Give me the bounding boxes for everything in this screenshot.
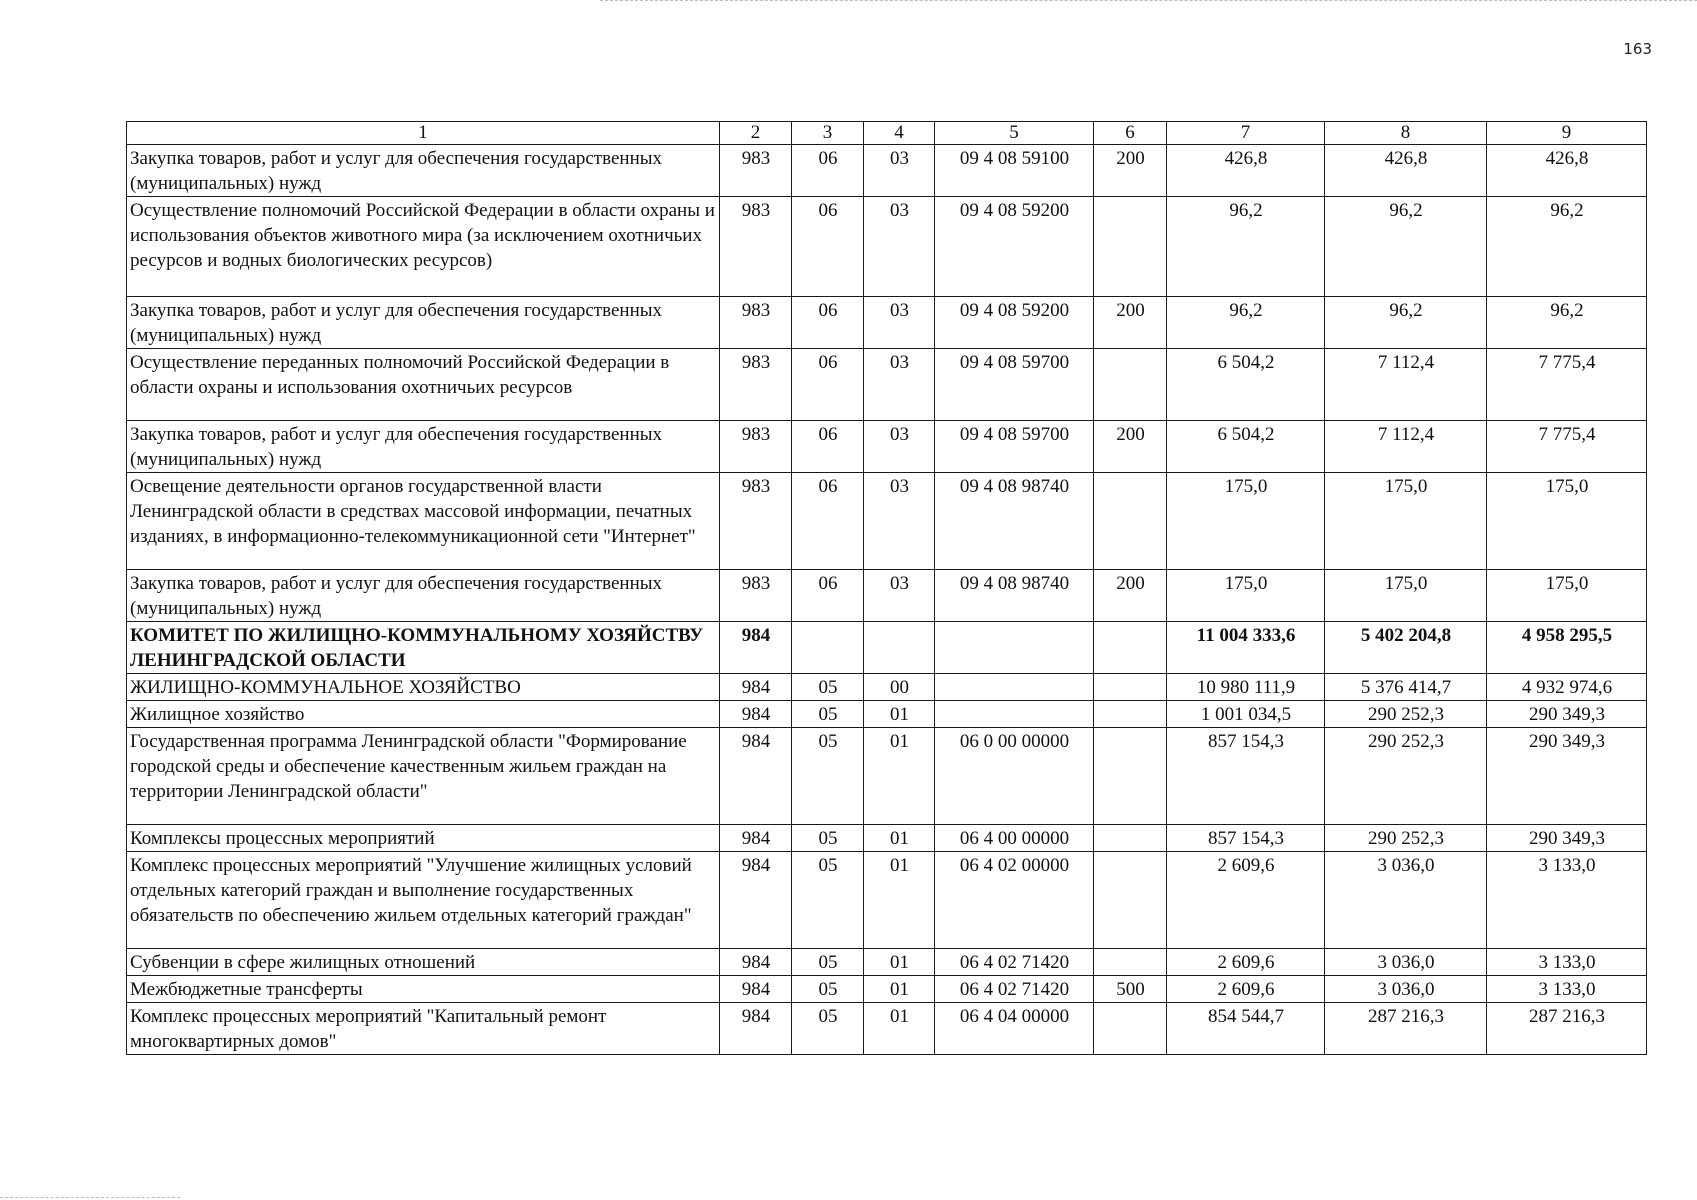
row-name: Субвенции в сфере жилищных отношений bbox=[127, 949, 720, 976]
row-amount-year3: 290 349,3 bbox=[1487, 701, 1647, 728]
row-amount-year1: 854 544,7 bbox=[1167, 1003, 1325, 1055]
row-name: Государственная программа Ленинградской области "Формирование городской среды и обеспечение качественным жильем граждан на территории Ленинградской области" bbox=[127, 728, 720, 825]
row-expense-type bbox=[1094, 825, 1167, 852]
table-row bbox=[127, 674, 1647, 701]
row-amount-year1: 2 609,6 bbox=[1167, 852, 1325, 949]
row-amount-year2: 3 036,0 bbox=[1325, 852, 1487, 949]
table-row bbox=[127, 421, 1647, 473]
row-code-admin: 983 bbox=[720, 473, 792, 570]
row-target-article: 09 4 08 59700 bbox=[935, 349, 1094, 421]
row-amount-year1: 2 609,6 bbox=[1167, 949, 1325, 976]
table-body bbox=[127, 145, 1647, 1055]
row-section: 06 bbox=[792, 197, 864, 297]
budget-table bbox=[126, 121, 1647, 1055]
row-code-admin: 984 bbox=[720, 976, 792, 1003]
row-expense-type bbox=[1094, 728, 1167, 825]
row-expense-type bbox=[1094, 1003, 1167, 1055]
row-subsection: 01 bbox=[864, 1003, 935, 1055]
row-amount-year3: 3 133,0 bbox=[1487, 976, 1647, 1003]
row-amount-year3: 3 133,0 bbox=[1487, 949, 1647, 976]
scan-edge-top bbox=[600, 0, 1697, 2]
row-name: Осуществление переданных полномочий Российской Федерации в области охраны и использования охотничьих ресурсов bbox=[127, 349, 720, 421]
row-amount-year2: 3 036,0 bbox=[1325, 976, 1487, 1003]
row-section: 05 bbox=[792, 674, 864, 701]
row-subsection: 01 bbox=[864, 728, 935, 825]
row-subsection: 03 bbox=[864, 570, 935, 622]
row-name: Осуществление полномочий Российской Федерации в области охраны и использования объектов животного мира (за исключением охотничьих ресурсов и водных биологических ресурсов) bbox=[127, 197, 720, 297]
row-expense-type bbox=[1094, 197, 1167, 297]
row-amount-year3: 175,0 bbox=[1487, 570, 1647, 622]
row-target-article: 06 4 04 00000 bbox=[935, 1003, 1094, 1055]
row-expense-type: 200 bbox=[1094, 145, 1167, 197]
row-target-article: 09 4 08 59700 bbox=[935, 421, 1094, 473]
row-amount-year1: 426,8 bbox=[1167, 145, 1325, 197]
row-code-admin: 984 bbox=[720, 852, 792, 949]
row-section: 06 bbox=[792, 570, 864, 622]
row-code-admin: 984 bbox=[720, 949, 792, 976]
table-row bbox=[127, 570, 1647, 622]
header-cell: 1 bbox=[127, 122, 720, 145]
table-row bbox=[127, 297, 1647, 349]
row-name: Комплекс процессных мероприятий "Капитальный ремонт многоквартирных домов" bbox=[127, 1003, 720, 1055]
row-section: 05 bbox=[792, 976, 864, 1003]
row-section: 06 bbox=[792, 145, 864, 197]
row-amount-year2: 290 252,3 bbox=[1325, 701, 1487, 728]
table-row bbox=[127, 701, 1647, 728]
table-row bbox=[127, 949, 1647, 976]
row-target-article: 09 4 08 98740 bbox=[935, 570, 1094, 622]
header-cell: 3 bbox=[792, 122, 864, 145]
row-subsection: 03 bbox=[864, 473, 935, 570]
row-subsection: 03 bbox=[864, 421, 935, 473]
row-section: 05 bbox=[792, 949, 864, 976]
row-amount-year2: 96,2 bbox=[1325, 297, 1487, 349]
row-amount-year3: 96,2 bbox=[1487, 297, 1647, 349]
row-subsection: 01 bbox=[864, 852, 935, 949]
table-row bbox=[127, 976, 1647, 1003]
row-amount-year1: 11 004 333,6 bbox=[1167, 622, 1325, 674]
row-name: ЖИЛИЩНО-КОММУНАЛЬНОЕ ХОЗЯЙСТВО bbox=[127, 674, 720, 701]
row-amount-year3: 96,2 bbox=[1487, 197, 1647, 297]
row-amount-year3: 290 349,3 bbox=[1487, 728, 1647, 825]
row-amount-year3: 4 958 295,5 bbox=[1487, 622, 1647, 674]
row-expense-type: 200 bbox=[1094, 297, 1167, 349]
row-expense-type: 200 bbox=[1094, 421, 1167, 473]
row-subsection: 03 bbox=[864, 349, 935, 421]
row-subsection: 01 bbox=[864, 976, 935, 1003]
table-row bbox=[127, 145, 1647, 197]
row-expense-type bbox=[1094, 949, 1167, 976]
row-amount-year3: 290 349,3 bbox=[1487, 825, 1647, 852]
row-expense-type bbox=[1094, 349, 1167, 421]
row-code-admin: 983 bbox=[720, 570, 792, 622]
row-target-article: 09 4 08 59100 bbox=[935, 145, 1094, 197]
row-name: Закупка товаров, работ и услуг для обеспечения государственных (муниципальных) нужд bbox=[127, 421, 720, 473]
header-cell: 7 bbox=[1167, 122, 1325, 145]
table-row bbox=[127, 473, 1647, 570]
table-row bbox=[127, 728, 1647, 825]
row-amount-year2: 5 376 414,7 bbox=[1325, 674, 1487, 701]
row-amount-year2: 290 252,3 bbox=[1325, 825, 1487, 852]
row-name: Закупка товаров, работ и услуг для обеспечения государственных (муниципальных) нужд bbox=[127, 145, 720, 197]
row-amount-year2: 175,0 bbox=[1325, 570, 1487, 622]
row-section: 05 bbox=[792, 728, 864, 825]
row-section: 05 bbox=[792, 825, 864, 852]
row-name: Межбюджетные трансферты bbox=[127, 976, 720, 1003]
table-row bbox=[127, 622, 1647, 674]
row-amount-year1: 10 980 111,9 bbox=[1167, 674, 1325, 701]
row-target-article: 06 4 02 71420 bbox=[935, 976, 1094, 1003]
row-amount-year1: 857 154,3 bbox=[1167, 728, 1325, 825]
header-cell: 9 bbox=[1487, 122, 1647, 145]
row-amount-year3: 7 775,4 bbox=[1487, 349, 1647, 421]
page-number: 163 bbox=[1623, 40, 1652, 58]
row-section: 06 bbox=[792, 473, 864, 570]
header-cell: 8 bbox=[1325, 122, 1487, 145]
row-amount-year3: 3 133,0 bbox=[1487, 852, 1647, 949]
row-section: 05 bbox=[792, 1003, 864, 1055]
row-expense-type: 200 bbox=[1094, 570, 1167, 622]
row-name: КОМИТЕТ ПО ЖИЛИЩНО-КОММУНАЛЬНОМУ ХОЗЯЙСТВУ ЛЕНИНГРАДСКОЙ ОБЛАСТИ bbox=[127, 622, 720, 674]
row-amount-year2: 96,2 bbox=[1325, 197, 1487, 297]
row-target-article bbox=[935, 674, 1094, 701]
scan-edge-bottom bbox=[0, 1197, 180, 1199]
row-amount-year2: 426,8 bbox=[1325, 145, 1487, 197]
row-amount-year1: 6 504,2 bbox=[1167, 349, 1325, 421]
row-amount-year3: 4 932 974,6 bbox=[1487, 674, 1647, 701]
row-section: 05 bbox=[792, 701, 864, 728]
row-amount-year2: 287 216,3 bbox=[1325, 1003, 1487, 1055]
row-expense-type bbox=[1094, 674, 1167, 701]
row-name: Жилищное хозяйство bbox=[127, 701, 720, 728]
row-subsection bbox=[864, 622, 935, 674]
row-code-admin: 984 bbox=[720, 728, 792, 825]
table-row bbox=[127, 197, 1647, 297]
row-name: Комплекс процессных мероприятий "Улучшение жилищных условий отдельных категорий граждан и выполнение государственных обязательств по обеспечению жильем отдельных категорий граждан" bbox=[127, 852, 720, 949]
row-target-article: 06 4 02 71420 bbox=[935, 949, 1094, 976]
row-target-article bbox=[935, 622, 1094, 674]
row-code-admin: 984 bbox=[720, 701, 792, 728]
row-amount-year1: 2 609,6 bbox=[1167, 976, 1325, 1003]
table-header-row bbox=[127, 122, 1647, 145]
row-amount-year2: 7 112,4 bbox=[1325, 349, 1487, 421]
table-row bbox=[127, 825, 1647, 852]
header-cell: 5 bbox=[935, 122, 1094, 145]
row-section: 06 bbox=[792, 421, 864, 473]
table-row bbox=[127, 1003, 1647, 1055]
row-amount-year3: 426,8 bbox=[1487, 145, 1647, 197]
header-cell: 4 bbox=[864, 122, 935, 145]
row-code-admin: 983 bbox=[720, 297, 792, 349]
table-row bbox=[127, 349, 1647, 421]
row-target-article: 06 4 00 00000 bbox=[935, 825, 1094, 852]
row-name: Освещение деятельности органов государственной власти Ленинградской области в средствах массовой информации, печатных изданиях, в информационно-телекоммуникационной сети "Интернет" bbox=[127, 473, 720, 570]
header-cell: 2 bbox=[720, 122, 792, 145]
row-subsection: 00 bbox=[864, 674, 935, 701]
row-target-article: 06 4 02 00000 bbox=[935, 852, 1094, 949]
row-code-admin: 984 bbox=[720, 825, 792, 852]
row-target-article: 09 4 08 98740 bbox=[935, 473, 1094, 570]
row-subsection: 01 bbox=[864, 825, 935, 852]
row-amount-year1: 1 001 034,5 bbox=[1167, 701, 1325, 728]
row-section: 05 bbox=[792, 852, 864, 949]
row-section: 06 bbox=[792, 349, 864, 421]
row-expense-type: 500 bbox=[1094, 976, 1167, 1003]
row-name: Комплексы процессных мероприятий bbox=[127, 825, 720, 852]
row-amount-year2: 3 036,0 bbox=[1325, 949, 1487, 976]
row-amount-year2: 290 252,3 bbox=[1325, 728, 1487, 825]
row-section bbox=[792, 622, 864, 674]
row-subsection: 01 bbox=[864, 949, 935, 976]
row-amount-year3: 287 216,3 bbox=[1487, 1003, 1647, 1055]
row-name: Закупка товаров, работ и услуг для обеспечения государственных (муниципальных) нужд bbox=[127, 570, 720, 622]
row-subsection: 03 bbox=[864, 145, 935, 197]
row-subsection: 01 bbox=[864, 701, 935, 728]
row-target-article bbox=[935, 701, 1094, 728]
row-amount-year2: 175,0 bbox=[1325, 473, 1487, 570]
row-amount-year3: 175,0 bbox=[1487, 473, 1647, 570]
row-code-admin: 983 bbox=[720, 197, 792, 297]
row-code-admin: 983 bbox=[720, 145, 792, 197]
row-amount-year2: 5 402 204,8 bbox=[1325, 622, 1487, 674]
row-target-article: 09 4 08 59200 bbox=[935, 297, 1094, 349]
row-amount-year1: 96,2 bbox=[1167, 297, 1325, 349]
row-subsection: 03 bbox=[864, 297, 935, 349]
row-amount-year2: 7 112,4 bbox=[1325, 421, 1487, 473]
row-section: 06 bbox=[792, 297, 864, 349]
row-amount-year1: 6 504,2 bbox=[1167, 421, 1325, 473]
row-subsection: 03 bbox=[864, 197, 935, 297]
table-row bbox=[127, 852, 1647, 949]
row-amount-year1: 175,0 bbox=[1167, 473, 1325, 570]
row-code-admin: 984 bbox=[720, 622, 792, 674]
row-amount-year1: 96,2 bbox=[1167, 197, 1325, 297]
header-cell: 6 bbox=[1094, 122, 1167, 145]
row-expense-type bbox=[1094, 622, 1167, 674]
row-target-article: 06 0 00 00000 bbox=[935, 728, 1094, 825]
row-expense-type bbox=[1094, 473, 1167, 570]
row-amount-year1: 175,0 bbox=[1167, 570, 1325, 622]
row-name: Закупка товаров, работ и услуг для обеспечения государственных (муниципальных) нужд bbox=[127, 297, 720, 349]
row-target-article: 09 4 08 59200 bbox=[935, 197, 1094, 297]
row-expense-type bbox=[1094, 852, 1167, 949]
row-code-admin: 984 bbox=[720, 674, 792, 701]
row-code-admin: 983 bbox=[720, 421, 792, 473]
row-expense-type bbox=[1094, 701, 1167, 728]
row-code-admin: 983 bbox=[720, 349, 792, 421]
row-amount-year3: 7 775,4 bbox=[1487, 421, 1647, 473]
row-code-admin: 984 bbox=[720, 1003, 792, 1055]
row-amount-year1: 857 154,3 bbox=[1167, 825, 1325, 852]
